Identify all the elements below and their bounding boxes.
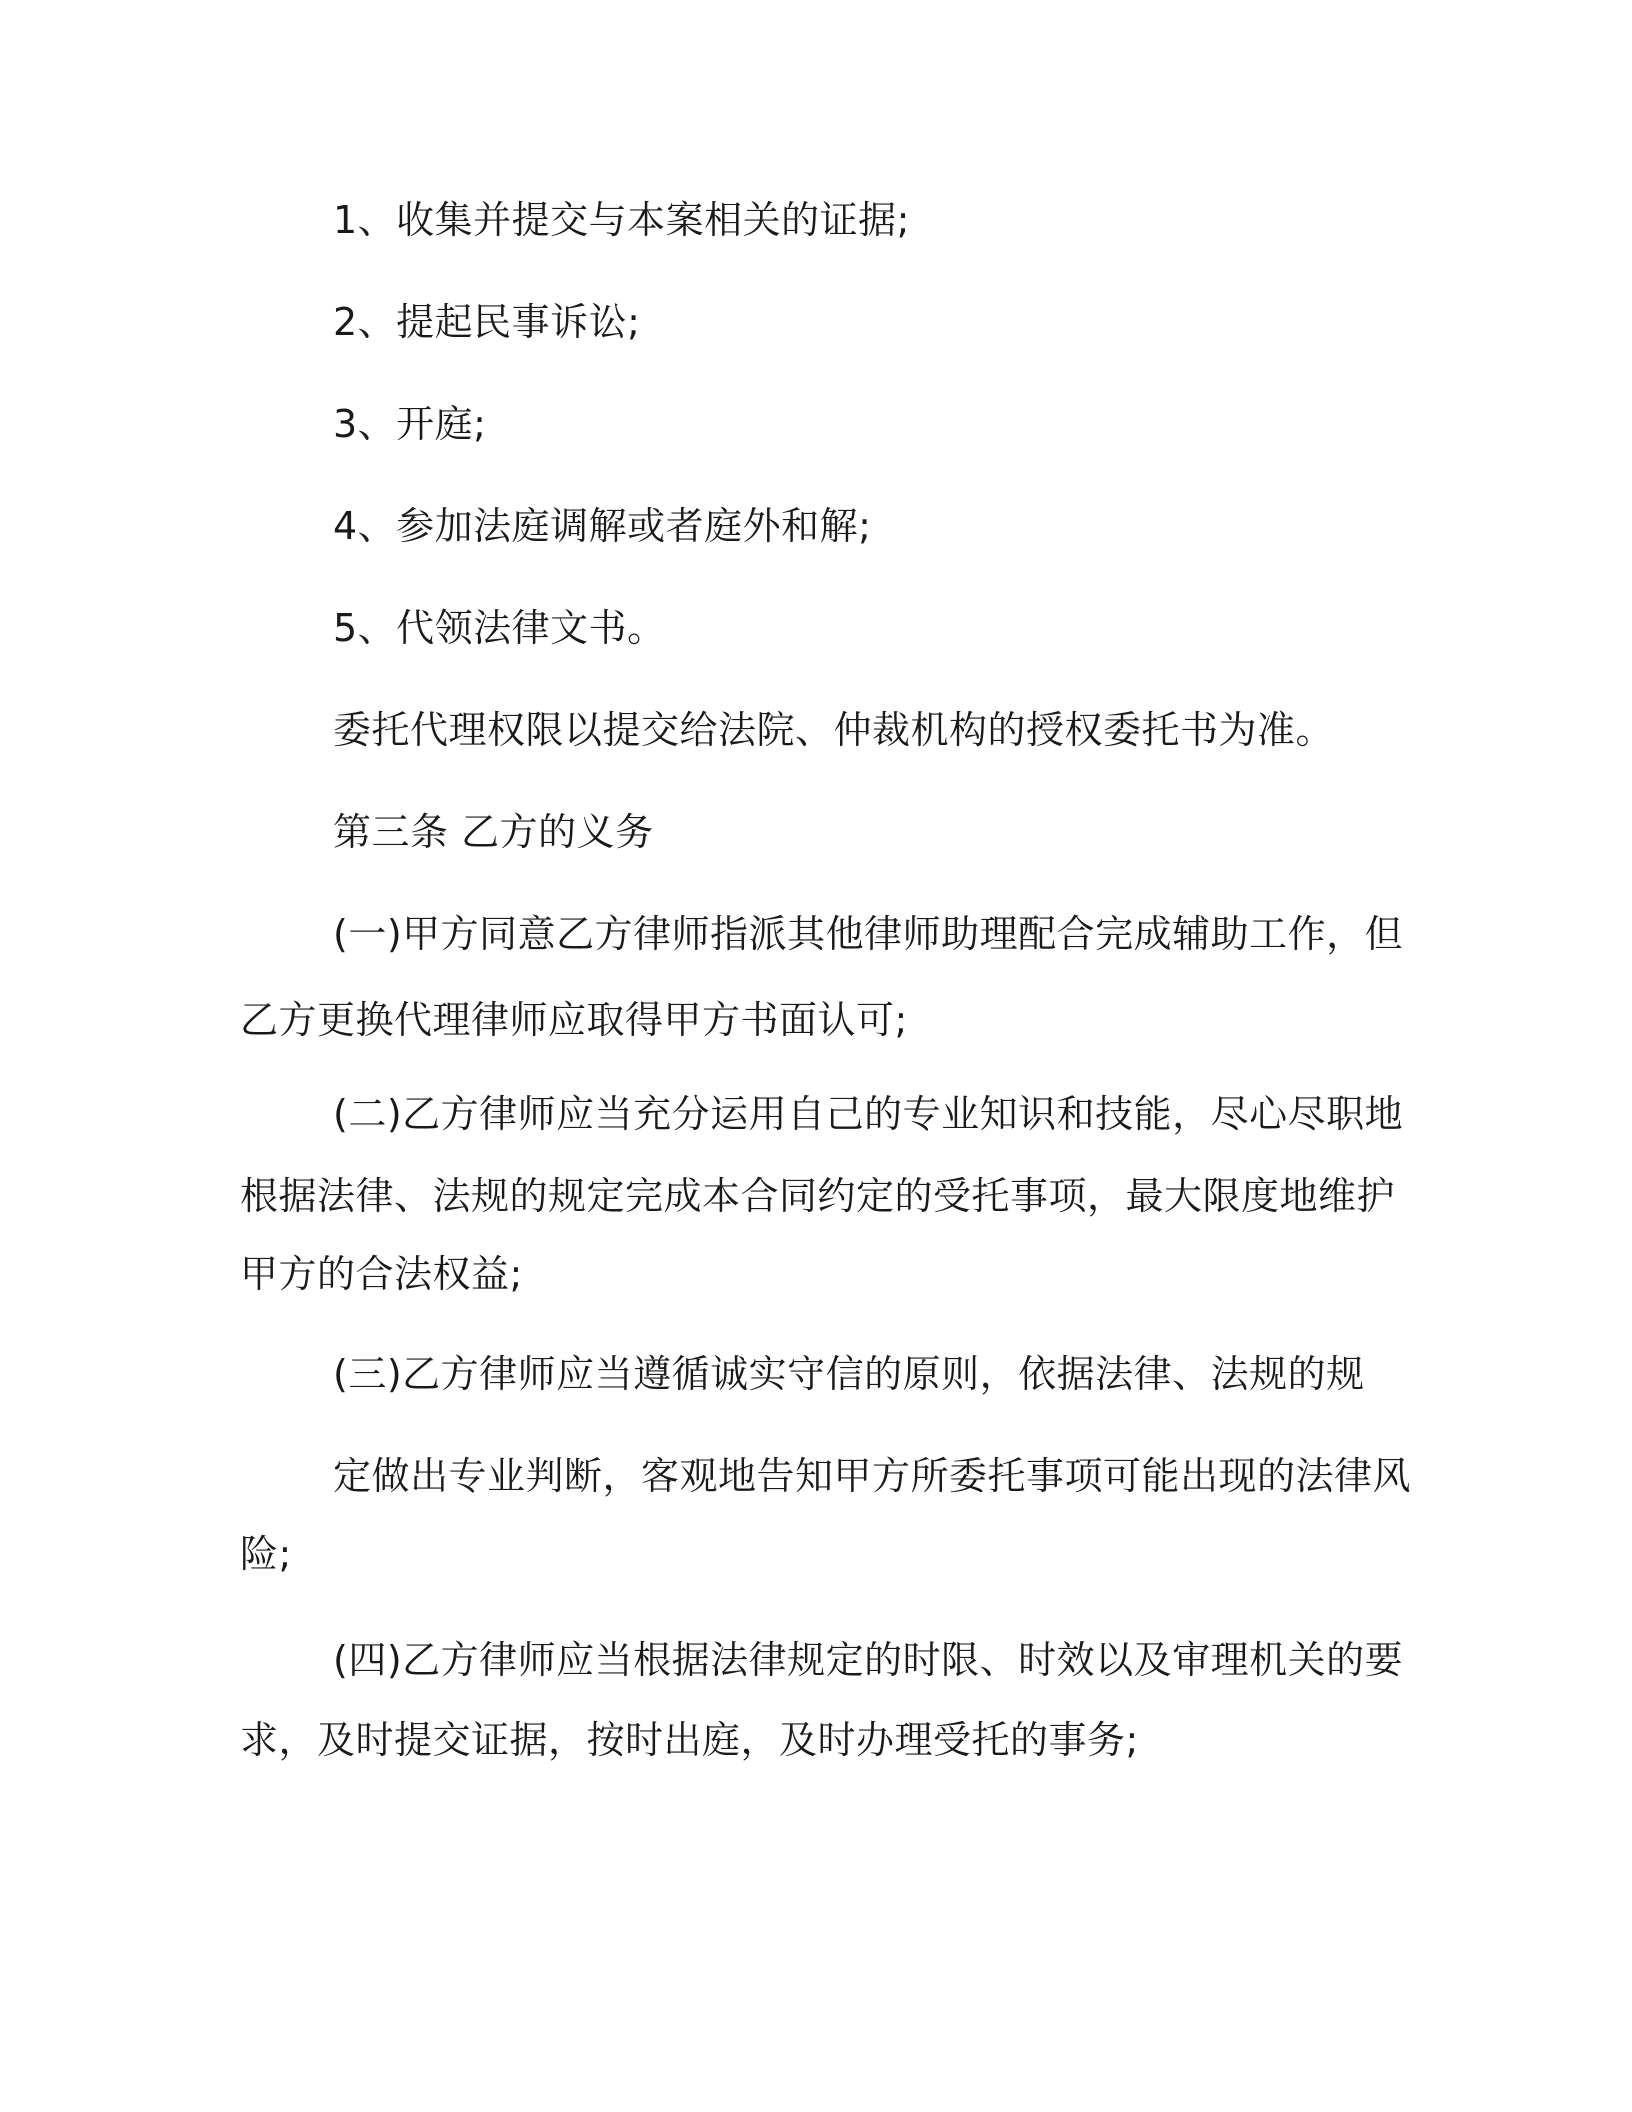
section-heading: 第三条 乙方的义务 [333, 810, 654, 854]
list-item-3: 3、开庭; [333, 402, 487, 446]
list-item-2: 2、提起民事诉讼; [333, 300, 641, 344]
obligation-2-line-3: 甲方的合法权益; [240, 1252, 523, 1296]
obligation-2-line-2: 根据法律、法规的规定完成本合同约定的受托事项，最大限度地维护 [240, 1174, 1396, 1218]
list-item-4: 4、参加法庭调解或者庭外和解; [333, 504, 872, 548]
obligation-1-line-2: 乙方更换代理律师应取得甲方书面认可; [240, 998, 908, 1042]
list-item-5: 5、代领法律文书。 [333, 606, 666, 650]
obligation-2-line-1: (二)乙方律师应当充分运用自己的专业知识和技能，尽心尽职地 [333, 1092, 1404, 1136]
obligation-3-line-2: 定做出专业判断，客观地告知甲方所委托事项可能出现的法律风 [333, 1454, 1412, 1498]
obligation-3-line-3: 险; [240, 1532, 292, 1576]
authority-note: 委托代理权限以提交给法院、仲裁机构的授权委托书为准。 [333, 708, 1335, 752]
obligation-4-line-2: 求，及时提交证据，按时出庭，及时办理受托的事务; [240, 1718, 1139, 1762]
obligation-4-line-1: (四)乙方律师应当根据法律规定的时限、时效以及审理机关的要 [333, 1638, 1404, 1682]
obligation-1-line-1: (一)甲方同意乙方律师指派其他律师助理配合完成辅助工作，但 [333, 912, 1404, 956]
obligation-3-line-1: (三)乙方律师应当遵循诚实守信的原则，依据法律、法规的规 [333, 1352, 1365, 1396]
list-item-1: 1、收集并提交与本案相关的证据; [333, 198, 910, 242]
